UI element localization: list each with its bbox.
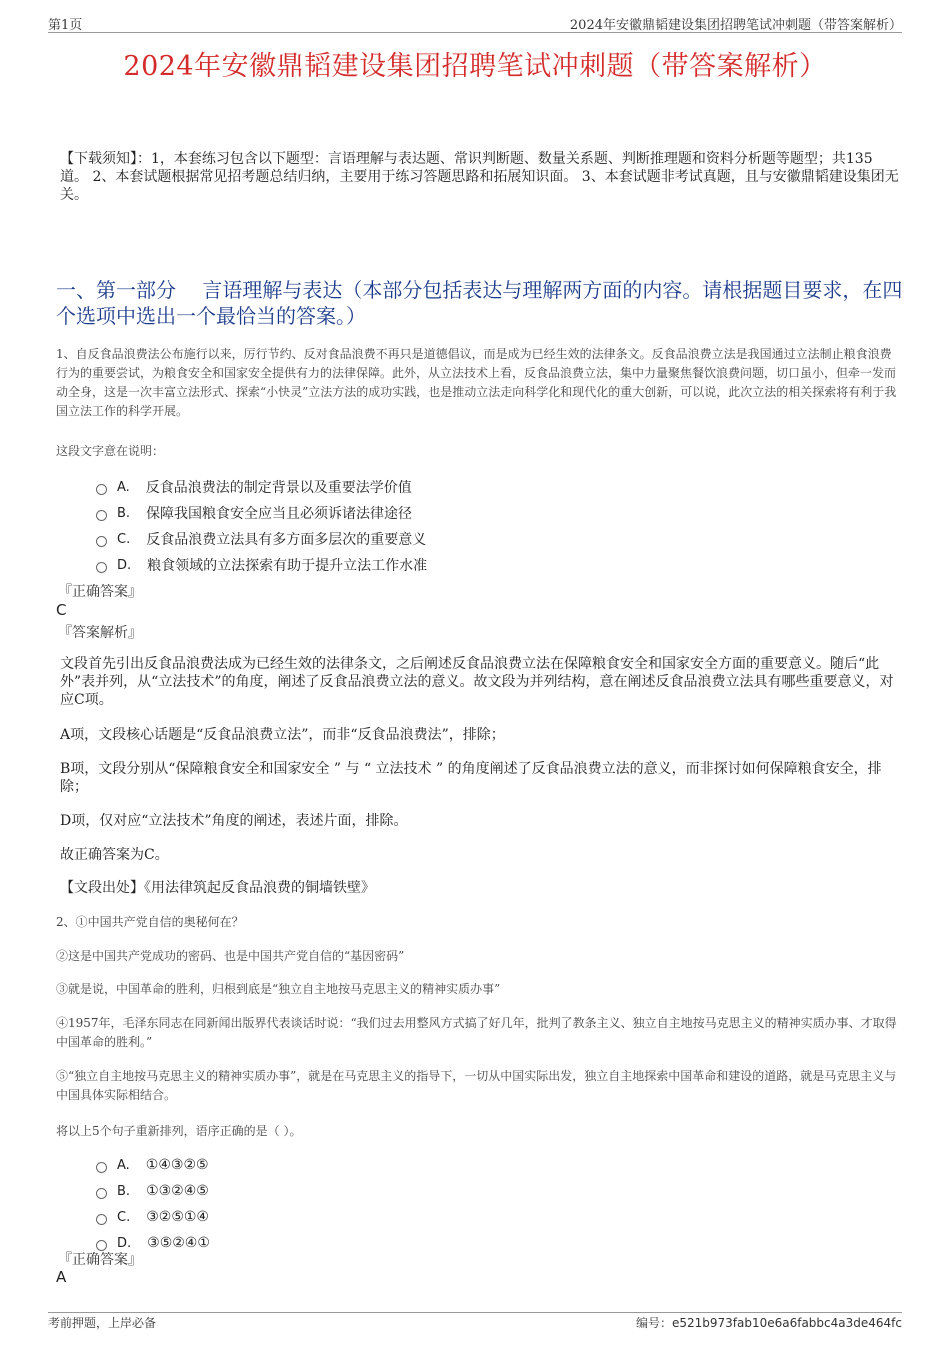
analysis-paragraph: A项，文段核心话题是“反食品浪费立法”，而非“反食品浪费法”，排除；	[60, 727, 505, 743]
radio-icon[interactable]	[96, 1188, 107, 1199]
option-text: ③⑤②④①	[147, 1235, 210, 1251]
footer-slogan: 考前押题，上岸必备	[48, 1316, 157, 1330]
option-key: B.	[117, 505, 131, 521]
page-number: 第1页	[48, 18, 83, 33]
footer-code-label: 编号：	[635, 1316, 672, 1330]
running-header-title: 2024年安徽鼎韬建设集团招聘笔试冲刺题（带答案解析）	[569, 18, 902, 33]
option-key: C.	[117, 1209, 131, 1225]
analysis-paragraph: B项，文段分别从“保障粮食安全和国家安全 ” 与 “ 立法技术 ” 的角度阐述了反食品浪费立法的意义，而非探讨如何保障粮食安全，排除；	[60, 761, 882, 795]
option-text: ①④③②⑤	[145, 1157, 209, 1173]
option-text: 粮食领域的立法探索有助于提升立法工作水准	[147, 558, 428, 574]
analysis-paragraph: 故正确答案为C。	[60, 847, 169, 863]
question-2-sentence: 2、①中国共产党自信的奥秘何在？	[56, 915, 244, 929]
option-text: 反食品浪费立法具有多方面多层次的重要意义	[146, 532, 427, 548]
question-2-sentence: ③就是说，中国革命的胜利，归根到底是“独立自主地按马克思主义的精神实质办事”	[56, 982, 501, 996]
footer-code-value: e521b973fab10e6a6fabbc4a3de464fc	[671, 1316, 902, 1330]
analysis-paragraph: D项，仅对应“立法技术”角度的阐述，表述片面，排除。	[60, 813, 408, 829]
radio-icon[interactable]	[96, 1162, 107, 1173]
document-title: 2024年安徽鼎韬建设集团招聘笔试冲刺题（带答案解析）	[123, 51, 827, 82]
analysis-paragraph: 文段首先引出反食品浪费法成为已经生效的法律条文，之后阐述反食品浪费立法在保障粮食安全和国家安全方面的重要意义。随后“此外”表并列，从“立法技术”的角度，阐述了反食品浪费立法的意义。故文段为并列结构，意在阐述反食品浪费立法具有哪些重要意义，对应C项。	[60, 656, 894, 708]
question-2-option-c[interactable]	[96, 1209, 209, 1225]
option-key: A.	[117, 479, 130, 495]
option-key: B.	[117, 1183, 131, 1199]
question-2-sentence: ④1957年，毛泽东同志在同新闻出版界代表谈话时说：“我们过去用整风方式搞了好几年，批判了教条主义、独立自主地按马克思主义的精神实质办事、才取得中国革命的胜利。”	[56, 1016, 897, 1049]
radio-icon[interactable]	[96, 536, 107, 547]
question-2-option-a[interactable]	[96, 1157, 209, 1173]
question-1-prompt: 这段文字意在说明：	[56, 444, 165, 458]
option-text: 保障我国粮食安全应当且必须诉诸法律途径	[146, 506, 413, 522]
question-1-answer: C	[56, 601, 67, 619]
option-key: D.	[117, 557, 132, 573]
radio-icon[interactable]	[96, 484, 107, 495]
footer-divider	[48, 1312, 902, 1313]
question-2-sentence: ⑤“独立自主地按马克思主义的精神实质办事”，就是在马克思主义的指导下，一切从中国实际出发，独立自主地探索中国革命和建设的道路，就是马克思主义与中国具体实际相结合。	[56, 1069, 897, 1102]
radio-icon[interactable]	[96, 1214, 107, 1225]
question-1-option-c[interactable]	[96, 529, 426, 549]
question-1-option-b[interactable]	[96, 503, 412, 523]
option-text: 反食品浪费法的制定背景以及重要法学价值	[145, 480, 412, 496]
option-key: A.	[117, 1157, 130, 1173]
question-2-answer-label: 『正确答案』	[58, 1252, 142, 1268]
footer-code	[636, 1314, 902, 1331]
question-2-prompt: 将以上5个句子重新排列，语序正确的是（ ）。	[56, 1124, 302, 1138]
download-notice: 【下载须知】：1，本套练习包含以下题型：言语理解与表达题、常识判断题、数量关系题、判断推理题和资料分析题等题型；共135道。 2、本套试题根据常见招考题总结归纳，主要用于练习答题思路和拓展知识面。 3、本套试题非考试真题，且与安徽鼎韬建设集团无关。	[60, 151, 899, 203]
question-1-option-d[interactable]	[96, 555, 427, 575]
question-1-stem: 1、自反食品浪费法公布施行以来，厉行节约、反对食品浪费不再只是道德倡议，而是成为已经生效的法律条文。反食品浪费立法是我国通过立法制止粮食浪费行为的重要尝试，为粮食安全和国家安全提供有力的法律保障。此外，从立法技术上看，反食品浪费立法，集中力量聚焦餐饮浪费问题，切口虽小，但牵一发而动全身，这是一次丰富立法形式、探索“小快灵”立法方法的成功实践，也是推动立法走向科学化和现代化的重大创新，可以说，此次立法的相关探索将有利于我国立法工作的科学开展。	[56, 347, 897, 418]
radio-icon[interactable]	[96, 562, 107, 573]
question-1-source: 【文段出处】《用法律筑起反食品浪费的铜墙铁壁》	[60, 880, 375, 896]
header-divider	[48, 32, 902, 33]
question-2-answer: A	[56, 1268, 67, 1286]
question-1-option-a[interactable]	[96, 477, 412, 497]
option-key: D.	[117, 1235, 132, 1251]
question-2-option-b[interactable]	[96, 1183, 209, 1199]
option-text: ①③②④⑤	[146, 1183, 209, 1199]
radio-icon[interactable]	[96, 510, 107, 521]
question-1-answer-label: 『正确答案』	[58, 584, 142, 600]
option-text: ③②⑤①④	[146, 1209, 209, 1225]
option-key: C.	[117, 531, 131, 547]
question-2-sentence: ②这是中国共产党成功的密码、也是中国共产党自信的“基因密码”	[56, 949, 405, 963]
question-1-analysis-label: 『答案解析』	[58, 625, 142, 641]
section-heading: 一、第一部分 言语理解与表达（本部分包括表达与理解两方面的内容。请根据题目要求，在四个选项中选出一个最恰当的答案。）	[56, 278, 903, 328]
